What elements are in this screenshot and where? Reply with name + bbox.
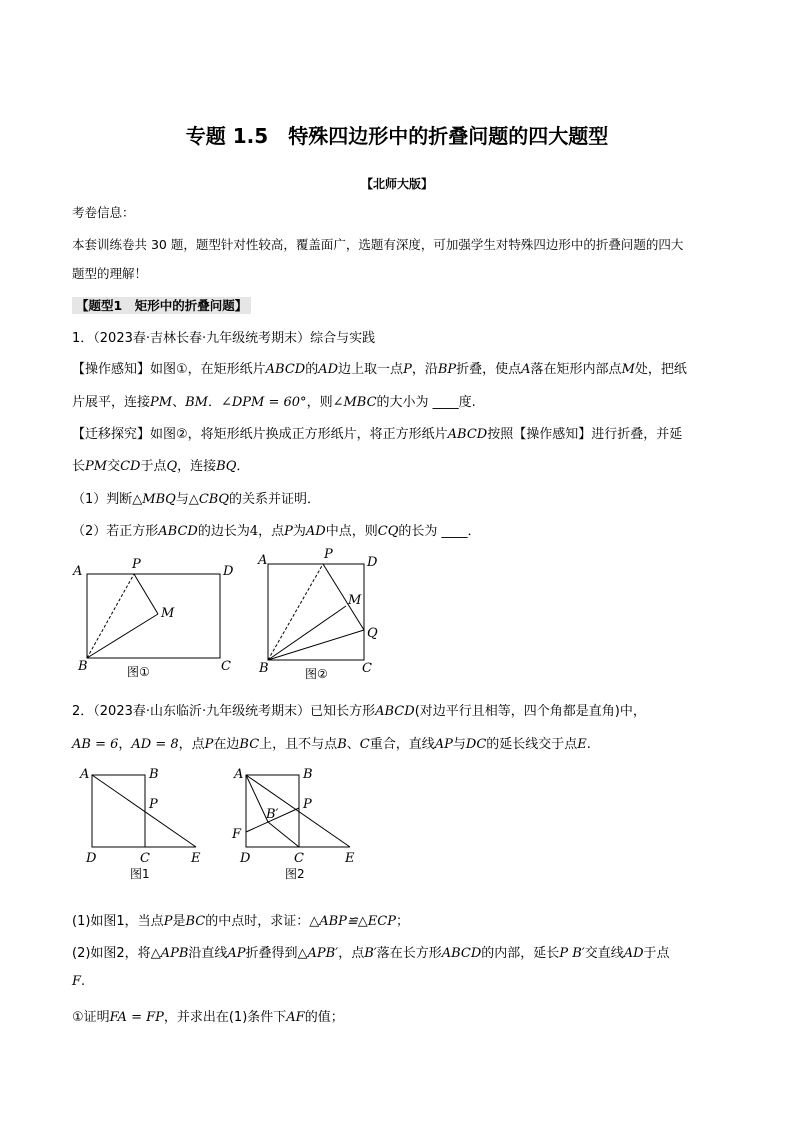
version-tag: 【北师大版】 <box>360 177 433 191</box>
fig1-label-c: C <box>221 659 231 674</box>
q2fig1-caption: 图1 <box>130 867 150 881</box>
q2fig1-label-d: D <box>86 851 97 866</box>
q2-line-1: 2．（2023春·山东临沂·九年级统考期末）已知长方形ABCD(对边平行且相等，四个角都是直角)中， <box>72 704 646 719</box>
intro-line-1: 本套训练卷共 30 题，题型针对性较高，覆盖面广，选题有深度，可加强学生对特殊四边形中的折叠问题的四大 <box>72 237 684 252</box>
q2fig2-label-f: F <box>232 827 242 842</box>
fig2-label-m: M <box>348 593 362 608</box>
q1-header: 1．（2023春·吉林长春·九年级统考期末）综合与实践 <box>72 331 376 346</box>
q2fig2-label-a: A <box>234 767 244 782</box>
q2-line-2: AB = 6，AD = 8，点P在边BC上，且不与点B、C重合，直线AP与DC的延长线交于点E. <box>72 737 591 752</box>
q1-answer-blank-1: ____ <box>432 395 459 410</box>
q1-migration-line-1: 【迁移探究】如图②，将矩形纸片换成正方形纸片，将正方形纸片ABCD按照【操作感知】进行折叠，并延 <box>72 427 683 442</box>
page-title: 专题 1.5 特殊四边形中的折叠问题的四大题型 <box>185 124 609 148</box>
q2fig2-segment-b2c <box>268 822 299 847</box>
info-label: 考卷信息： <box>72 205 135 220</box>
fig2-label-b: B <box>259 661 269 676</box>
q2fig2-label-c: C <box>294 851 304 866</box>
q2fig1-label-c: C <box>140 851 150 866</box>
fig1-label-d: D <box>223 564 234 579</box>
fig2-caption: 图② <box>305 667 328 681</box>
fig1-caption: 图① <box>127 665 150 679</box>
fig2-label-p: P <box>324 547 333 562</box>
section-tag-label: 【题型1 矩形中的折叠问题】 <box>72 297 251 314</box>
q2-sub-2-continued: F. <box>72 974 86 989</box>
q1-part-1: （1）判断△MBQ与△CBQ的关系并证明． <box>72 492 320 507</box>
q2fig1-label-a: A <box>80 767 90 782</box>
q2fig2-line-ae <box>246 775 350 847</box>
fig2-label-d: D <box>367 555 378 570</box>
q2-sub-1: (1)如图1，当点P是BC的中点时，求证：△ABP≌△ECP； <box>72 914 409 929</box>
q2-sub-2-part-1: ①证明FA = FP，并求出在(1)条件下AF的值； <box>72 1010 344 1025</box>
fig1-label-b: B <box>78 659 88 674</box>
q2fig2-label-e: E <box>345 851 355 866</box>
q1-part-2: （2）若正方形ABCD的边长为4，点P为AD中点，则CQ的长为 ____． <box>72 524 481 539</box>
q1-migration-line-2: 长PM交CD于点Q，连接BQ． <box>72 459 250 474</box>
fig2-label-q: Q <box>367 626 378 641</box>
fig2-label-a: A <box>258 553 268 568</box>
q2fig2-label-p: P <box>303 797 312 812</box>
fig1-label-p: P <box>132 557 141 572</box>
q2-sub-2: (2)如图2，将△APB沿直线AP折叠得到△APB′，点B′落在长方形ABCD的内部，延长P B′交直线AD于点 <box>72 946 670 961</box>
q2fig2-caption: 图2 <box>285 867 305 881</box>
fig2-label-c: C <box>362 661 372 676</box>
q1-answer-blank-2: ____ <box>441 524 468 539</box>
q2fig2-label-d: D <box>240 851 251 866</box>
fig1-label-m: M <box>161 606 175 621</box>
q2fig2-label-b: B <box>303 767 313 782</box>
fig1-label-a: A <box>73 564 83 579</box>
q2fig1-label-b: B <box>149 767 159 782</box>
q1-operation-line-1: 【操作感知】如图①，在矩形纸片ABCD的AD边上取一点P，沿BP折叠，使点A落在矩形内部点M处，把纸 <box>72 362 687 377</box>
q2fig2-label-b-prime: B′ <box>266 807 279 822</box>
q1-operation-line-2: 片展平，连接PM、BM．∠DPM = 60°，则∠MBC的大小为 ____度. <box>72 395 476 410</box>
q2fig1-label-e: E <box>191 851 201 866</box>
intro-line-2: 题型的理解！ <box>72 266 148 281</box>
q2fig1-label-p: P <box>149 797 158 812</box>
